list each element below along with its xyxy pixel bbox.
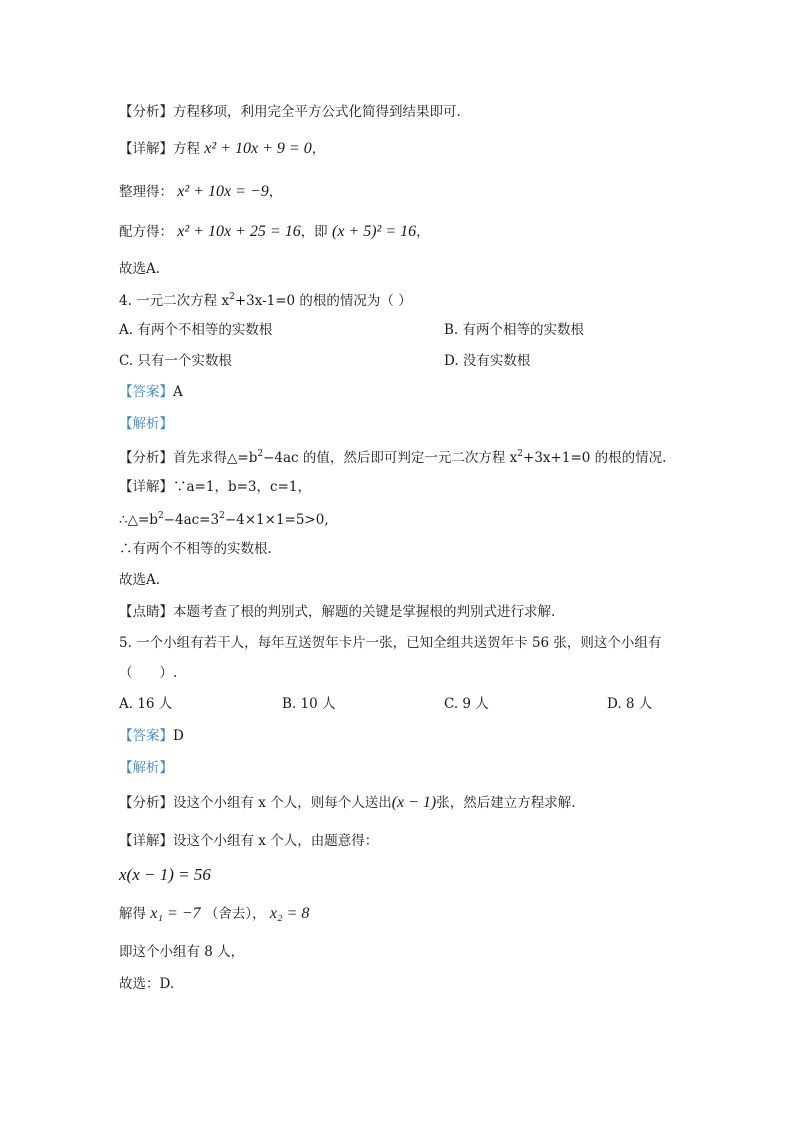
analysis-label: 【分析】 (119, 450, 173, 466)
question-5-stem-2: （ ）. (119, 665, 178, 681)
step2-label: 配方得： (119, 224, 173, 240)
stem-pre: 4. 一元二次方程 x (119, 293, 230, 309)
punct: ， (311, 141, 326, 157)
solve-mid: （舍去）， (204, 906, 266, 922)
comment-text: 本题考查了根的判别式，解题的关键是掌握根的判别式进行求解. (173, 604, 556, 620)
detail-label: 【详解】 (119, 479, 173, 495)
equation: x² + 10x + 9 = 0 (204, 140, 312, 157)
analysis-pre: 首先求得△=b (173, 450, 258, 466)
result-line: 即这个小组有 8 人， (119, 944, 245, 960)
punct: ， (416, 224, 430, 240)
detail-text: ∵a=1，b=3，c=1， (173, 479, 311, 495)
analysis-line (119, 795, 576, 811)
analysis-line (119, 450, 666, 466)
analysis-label: 【分析】 (119, 104, 173, 120)
answer-line (119, 386, 183, 400)
step1-equation: x² + 10x = −9 (177, 183, 269, 200)
detail-text: 设这个小组有 x 个人，由题意得： (173, 833, 379, 849)
detail-label: 【详解】 (119, 833, 173, 849)
option-c: C. 9 人 (444, 696, 489, 712)
option-d: D. 没有实数根 (444, 353, 531, 369)
analysis-post: +3x+1=0 的根的情况. (523, 450, 667, 466)
option-d: D. 8 人 (607, 696, 653, 712)
detail-mid: −4ac=3 (163, 512, 220, 528)
superscript: 2 (257, 449, 264, 459)
detail-prefix: 方程 (173, 141, 200, 157)
expression: (x − 1) (391, 794, 437, 811)
step2-equation-2: (x + 5)² = 16 (331, 223, 417, 240)
analysis-line (119, 106, 461, 120)
punct: ， (268, 184, 283, 200)
option-b: B. 10 人 (282, 696, 336, 712)
question-4-stem (119, 293, 412, 309)
conclusion: 故选A. (119, 572, 161, 588)
analysis-label: 【分析】 (119, 795, 173, 811)
step2-mid: ，即 (300, 224, 328, 240)
answer-line (119, 730, 184, 744)
root-1: x₁ = −7 (150, 905, 201, 922)
option-a: A. 16 人 (119, 696, 173, 712)
analysis-text: 方程移项，利用完全平方公式化简得到结果即可. (173, 104, 461, 120)
option-c: C. 只有一个实数根 (119, 353, 232, 369)
option-b: B. 有两个相等的实数根 (444, 322, 585, 338)
detail-pre: ∴△=b (119, 512, 158, 528)
superscript: 2 (157, 511, 164, 521)
answer-label: 【答案】 (119, 728, 173, 744)
solve-pre: 解得 (119, 906, 146, 922)
step1-label: 整理得： (119, 184, 173, 200)
analysis-mid: −4ac 的值，然后即可判定一元二次方程 x (263, 450, 518, 466)
root-2: x₂ = 8 (269, 905, 310, 922)
option-a: A. 有两个不相等的实数根 (119, 322, 273, 338)
detail-line-2 (119, 512, 329, 528)
question-5-stem: 5. 一个小组有若干人，每年互送贺年卡片一张，已知全组共送贺年卡 56 张，则这个小组有 (119, 635, 662, 651)
step2-equation: x² + 10x + 25 = 16 (177, 223, 301, 240)
analysis-post: 张，然后建立方程求解. (436, 795, 576, 811)
analysis-pre: 设这个小组有 x 个人，则每个人送出 (173, 795, 392, 811)
superscript: 2 (219, 511, 225, 521)
answer-label: 【答案】 (119, 384, 173, 400)
stem-post: +3x-1=0 的根的情况为（ ） (234, 293, 412, 309)
comment-label: 【点睛】 (119, 604, 173, 620)
step1-line (119, 184, 282, 200)
comment-line (119, 606, 555, 620)
answer-value: D (173, 728, 184, 744)
step2-line (119, 224, 430, 240)
superscript: 2 (229, 292, 235, 302)
solution-line (119, 906, 309, 922)
detail-line-3: ∴有两个不相等的实数根. (119, 541, 272, 557)
conclusion: 故选A. (119, 261, 161, 277)
answer-value: A (173, 384, 183, 400)
jiexi-label: 【解析】 (119, 416, 173, 432)
jiexi-label: 【解析】 (119, 760, 173, 776)
detail-post: −4×1×1=5>0, (224, 512, 329, 528)
conclusion: 故选：D. (119, 976, 175, 992)
detail-label: 【详解】 (119, 141, 173, 157)
equation: x(x − 1) = 56 (119, 865, 211, 884)
superscript: 2 (517, 449, 524, 459)
equation-line (119, 866, 211, 884)
detail-line (119, 481, 311, 495)
detail-line (119, 141, 325, 157)
detail-line (119, 835, 378, 849)
